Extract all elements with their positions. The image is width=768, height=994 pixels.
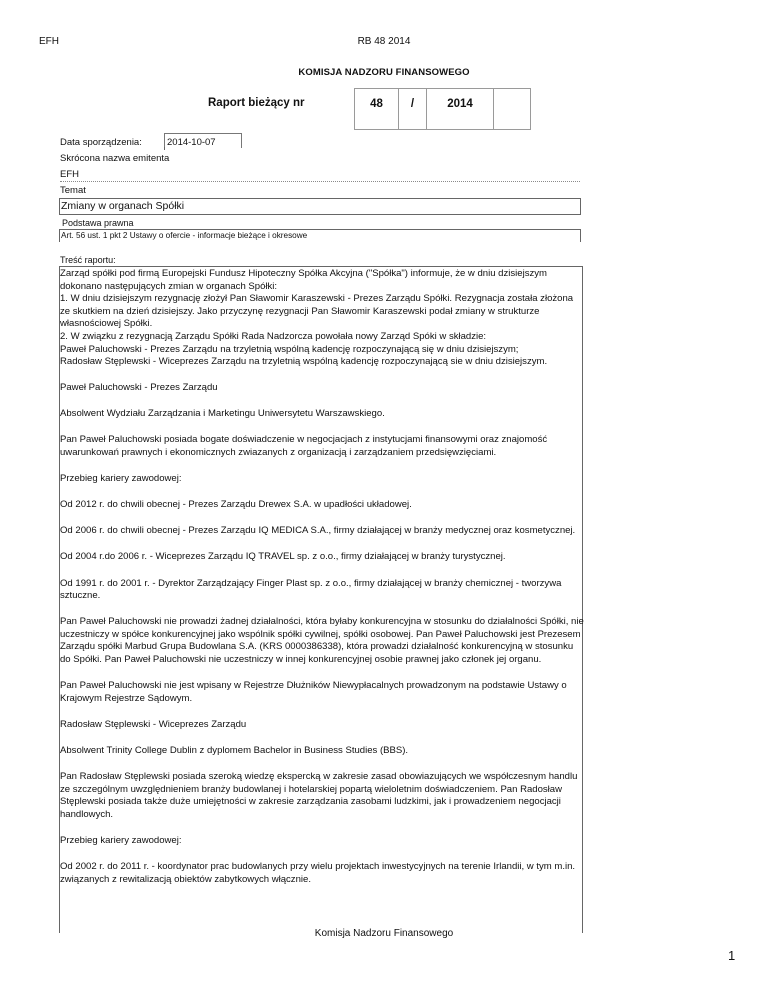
report-extra-box	[494, 88, 531, 130]
footer-text: Komisja Nadzoru Finansowego	[314, 928, 454, 939]
report-code: RB 48 2014	[357, 36, 411, 47]
report-number-box	[354, 88, 399, 130]
content-paragraph: Pan Paweł Paluchowski posiada bogate doświadczenie w negocjacjach z instytucjami finansowymi oraz znajomość uwarunkowań prawnych i ekonomicznych zwiazanych z organizacją i zarządzaniem przedsięwzięciami.	[60, 434, 548, 459]
short-name-underline	[60, 181, 580, 182]
date-field-tick	[164, 147, 165, 150]
content-paragraph: Od 2002 r. do 2011 r. - koordynator prac budowlanych przy wielu projektach inwestycyjnych na terenie Irlandii, w tym m.in. związanych z rewitalizacją obiektów zabytkowych włącznie.	[60, 860, 576, 885]
content-paragraph: Pan Paweł Paluchowski nie prowadzi żadnej działalności, która byłaby konkurencyjna w stosunku do działalności Spółki, nie uczestniczy w spółce konkurencyjnej jako wspólnik spółki cywilnej, spółki osobowej. Pan Paweł Paluchowski jest Prezesem Zarządu spółki Marbud Grupa Budowlana S.A. (KRS 0000386338), która prowadzi działalność konkurencyjną w stosunku do Spółki. Pan Paweł Paluchowski nie uczestniczy w innej konkurencyjnej osobie prawnej jako członek jej organu.	[60, 616, 584, 665]
date-label: Data sporządzenia:	[60, 137, 142, 148]
report-number-label: Raport bieżący nr	[208, 97, 305, 109]
report-separator: /	[410, 98, 415, 110]
legal-basis-value: Art. 56 ust. 1 pkt 2 Ustawy o ofercie - informacje bieżące i okresowe	[61, 231, 308, 240]
authority-title: KOMISJA NADZORU FINANSOWEGO	[298, 67, 470, 78]
content-label: Treść raportu:	[60, 255, 116, 265]
issuer-code: EFH	[39, 36, 59, 47]
page-number: 1	[728, 948, 736, 963]
report-content	[60, 268, 584, 886]
content-paragraph-intro: Zarząd spółki pod firmą Europejski Fundusz Hipoteczny Spółka Akcyjna ("Spółka") informuje, że w dniu dzisiejszym dokonano następujących zmian w organach Spółki: 1. W dniu dzisiejszym rezygnację złożył Pan Sławomir Karaszewski - Prezes Zarządu Spółki. Rezygnacja została złożona ze skutkiem na dzień dzisiejszy. Jako przyczynę rezygnacji Pan Sławomir Karaszewski podał zmiany w strukturze własnościowej Spółki. 2. W związku z rezygnacją Zarządu Spółki Rada Nadzorcza powołała nowy Zarząd Spóki w składzie: Paweł Paluchowski - Prezes Zarządu na trzyletnią wspólną kadencję rozpoczynającą się w dniu dzisiejszym; Radosław Stęplewski - Wiceprezes Zarządu na trzyletnią wspólną kadencję rozpoczynającą sie w dniu dzisiejszym.	[60, 268, 574, 368]
content-paragraph: Przebieg kariery zawodowej:	[60, 834, 182, 846]
content-paragraph: Absolwent Trinity College Dublin z dyplomem Bachelor in Business Studies (BBS).	[60, 744, 409, 756]
report-year: 2014	[447, 98, 473, 110]
subject-label: Temat	[60, 185, 86, 196]
content-paragraph: Od 1991 r. do 2001 r. - Dyrektor Zarządzający Finger Plast sp. z o.o., firmy działającej w branży chemicznej - tworzywa sztuczne.	[60, 577, 562, 602]
short-name-label: Skrócona nazwa emitenta	[60, 153, 170, 164]
report-separator-box	[399, 88, 426, 130]
report-number: 48	[370, 98, 383, 110]
content-paragraph: Absolwent Wydziału Zarządzania i Marketingu Uniwersytetu Warszawskiego.	[60, 408, 385, 420]
content-paragraph: Pan Radosław Stęplewski posiada szeroką wiedzę ekspercką w zakresie zasad obowiazujących we współczesnym handlu ze szczególnym uwzględnieniem branży budowlanej i hotelarskiej popartą wieloletnim doświadczeniem. Pan Radosław Stęplewski posiada także duże umiejętności w zakresie zarządzania zasobami ludzkimi, jak i prowadzeniem negocjacji handlowych.	[60, 770, 578, 820]
short-name-value: EFH	[60, 169, 79, 180]
content-paragraph: Pan Paweł Paluchowski nie jest wpisany w Rejestrze Dłużników Niewypłacalnych prowadzonym na podstawie Ustawy o Krajowym Rejestrze Sądowym.	[60, 680, 567, 704]
content-paragraph: Radosław Stęplewski - Wiceprezes Zarządu	[60, 718, 247, 730]
content-paragraph: Paweł Paluchowski - Prezes Zarządu	[60, 382, 218, 394]
legal-basis-label: Podstawa prawna	[62, 218, 134, 228]
subject-value: Zmiany w organach Spółki	[61, 200, 185, 212]
content-paragraph: Od 2004 r.do 2006 r. - Wiceprezes Zarządu IQ TRAVEL sp. z o.o., firmy działającej w branży turystycznej.	[60, 551, 506, 563]
content-paragraph: Od 2012 r. do chwili obecnej - Prezes Zarządu Drewex S.A. w upadłości układowej.	[60, 499, 412, 511]
content-paragraph: Przebieg kariery zawodowej:	[60, 473, 182, 485]
content-paragraph: Od 2006 r. do chwili obecnej - Prezes Zarządu IQ MEDICA S.A., firmy działającej w branży medycznej oraz kosmetycznej.	[60, 525, 576, 537]
date-value: 2014-10-07	[167, 137, 216, 148]
report-year-box	[426, 88, 494, 130]
